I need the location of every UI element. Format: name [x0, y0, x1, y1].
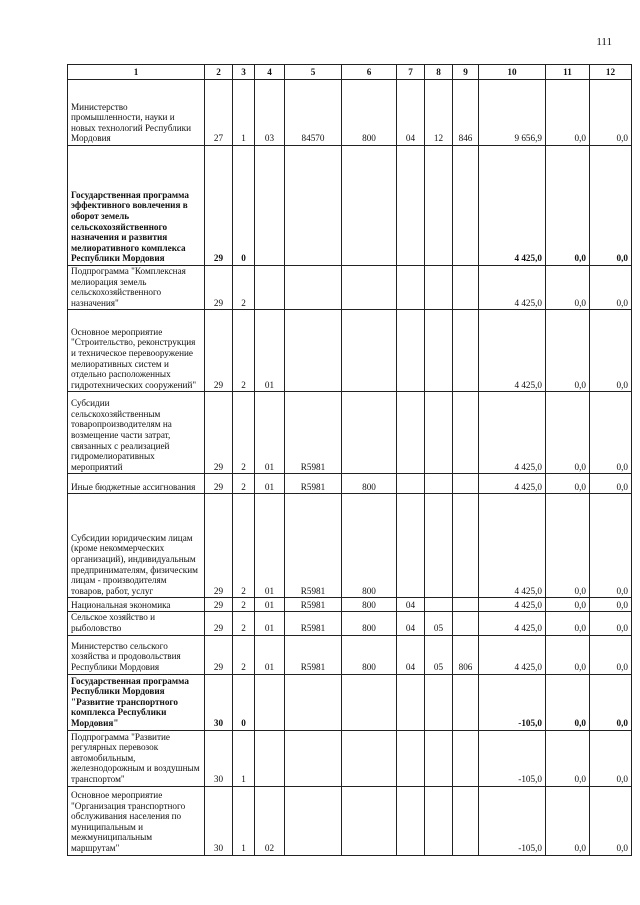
cell-col-10: 4 425,0 [479, 392, 546, 474]
cell-col-12: 0,0 [590, 474, 632, 494]
cell-col-3: 2 [233, 494, 255, 598]
cell-col-12: 0,0 [590, 310, 632, 392]
cell-col-5: R5981 [285, 635, 342, 674]
cell-col-6 [342, 310, 397, 392]
cell-col-10: 4 425,0 [479, 598, 546, 612]
cell-col-3: 2 [233, 310, 255, 392]
cell-col-5 [285, 266, 342, 310]
cell-col-11: 0,0 [546, 786, 590, 855]
cell-col-8 [425, 310, 453, 392]
cell-col-9 [453, 266, 479, 310]
cell-col-6 [342, 786, 397, 855]
cell-col-11: 0,0 [546, 494, 590, 598]
cell-col-6: 800 [342, 612, 397, 635]
cell-col-10: 4 425,0 [479, 494, 546, 598]
cell-col-12: 0,0 [590, 598, 632, 612]
cell-col-6 [342, 146, 397, 266]
cell-col-4: 01 [255, 494, 285, 598]
cell-col-5: R5981 [285, 392, 342, 474]
col-header: 3 [233, 65, 255, 80]
cell-col-3: 2 [233, 612, 255, 635]
cell-col-5 [285, 146, 342, 266]
row-name-cell: Основное мероприятие "Строительство, реконструкция и техническое перевооружение мелиоративных систем и отдельно расположенных гидротехнических сооружений" [68, 310, 205, 392]
cell-col-4: 01 [255, 392, 285, 474]
cell-col-9 [453, 598, 479, 612]
cell-col-2: 29 [205, 392, 233, 474]
col-header: 9 [453, 65, 479, 80]
cell-col-6: 800 [342, 598, 397, 612]
table-row [68, 730, 632, 786]
col-header: 8 [425, 65, 453, 80]
cell-col-11: 0,0 [546, 598, 590, 612]
cell-col-6: 800 [342, 494, 397, 598]
cell-col-10: 4 425,0 [479, 474, 546, 494]
cell-col-6: 800 [342, 80, 397, 146]
cell-col-7 [397, 146, 425, 266]
table-row [68, 266, 632, 310]
cell-col-7 [397, 730, 425, 786]
cell-col-7 [397, 494, 425, 598]
cell-col-8 [425, 494, 453, 598]
cell-col-10: -105,0 [479, 674, 546, 730]
cell-col-4: 03 [255, 80, 285, 146]
cell-col-12: 0,0 [590, 730, 632, 786]
col-header: 4 [255, 65, 285, 80]
row-name-cell: Национальная экономика [68, 598, 205, 612]
cell-col-3: 2 [233, 266, 255, 310]
cell-col-5: R5981 [285, 474, 342, 494]
col-header: 5 [285, 65, 342, 80]
cell-col-4: 02 [255, 786, 285, 855]
cell-col-7: 04 [397, 80, 425, 146]
budget-table [67, 64, 632, 856]
col-header: 11 [546, 65, 590, 80]
cell-col-4: 01 [255, 635, 285, 674]
cell-col-2: 29 [205, 612, 233, 635]
cell-col-10: 9 656,9 [479, 80, 546, 146]
cell-col-3: 0 [233, 674, 255, 730]
cell-col-2: 30 [205, 730, 233, 786]
cell-col-7 [397, 474, 425, 494]
cell-col-12: 0,0 [590, 392, 632, 474]
col-header: 2 [205, 65, 233, 80]
row-name-cell: Министерство промышленности, науки и новых технологий Республики Мордовия [68, 80, 205, 146]
cell-col-9 [453, 146, 479, 266]
cell-col-12: 0,0 [590, 612, 632, 635]
cell-col-8: 12 [425, 80, 453, 146]
table-row [68, 146, 632, 266]
table-row [68, 612, 632, 635]
row-name-cell: Министерство сельского хозяйства и продовольствия Республики Мордовия [68, 635, 205, 674]
cell-col-7 [397, 674, 425, 730]
cell-col-8 [425, 266, 453, 310]
cell-col-6 [342, 674, 397, 730]
cell-col-3: 1 [233, 786, 255, 855]
cell-col-2: 30 [205, 674, 233, 730]
cell-col-11: 0,0 [546, 674, 590, 730]
cell-col-4 [255, 146, 285, 266]
col-header: 6 [342, 65, 397, 80]
row-name-cell: Основное мероприятие "Организация транспортного обслуживания населения по муниципальным и межмуниципальным маршрутам" [68, 786, 205, 855]
cell-col-7: 04 [397, 612, 425, 635]
cell-col-6: 800 [342, 474, 397, 494]
cell-col-3: 1 [233, 80, 255, 146]
cell-col-11: 0,0 [546, 80, 590, 146]
col-header: 1 [68, 65, 205, 80]
cell-col-5: R5981 [285, 612, 342, 635]
cell-col-11: 0,0 [546, 474, 590, 494]
row-name-cell: Подпрограмма "Развитие регулярных перевозок автомобильным, железнодорожным и воздушным транспортом" [68, 730, 205, 786]
row-name-cell: Субсидии юридическим лицам (кроме некоммерческих организаций), индивидуальным предпринимателям, физическим лицам - производителям товаров, работ, услуг [68, 494, 205, 598]
cell-col-3: 0 [233, 146, 255, 266]
cell-col-11: 0,0 [546, 266, 590, 310]
cell-col-7 [397, 786, 425, 855]
cell-col-4 [255, 266, 285, 310]
col-header: 10 [479, 65, 546, 80]
row-name-cell: Государственная программа Республики Мордовия "Развитие транспортного комплекса Республики Мордовия" [68, 674, 205, 730]
cell-col-12: 0,0 [590, 786, 632, 855]
cell-col-6: 800 [342, 635, 397, 674]
cell-col-2: 29 [205, 474, 233, 494]
table-row [68, 674, 632, 730]
row-name-cell: Иные бюджетные ассигнования [68, 474, 205, 494]
cell-col-3: 2 [233, 474, 255, 494]
table-row [68, 635, 632, 674]
cell-col-2: 29 [205, 266, 233, 310]
cell-col-11: 0,0 [546, 730, 590, 786]
cell-col-12: 0,0 [590, 494, 632, 598]
cell-col-12: 0,0 [590, 635, 632, 674]
cell-col-2: 29 [205, 635, 233, 674]
col-header: 7 [397, 65, 425, 80]
cell-col-3: 2 [233, 392, 255, 474]
cell-col-7 [397, 392, 425, 474]
cell-col-6 [342, 730, 397, 786]
cell-col-5: 84570 [285, 80, 342, 146]
cell-col-9: 846 [453, 80, 479, 146]
row-name-cell: Сельское хозяйство и рыболовство [68, 612, 205, 635]
cell-col-4 [255, 730, 285, 786]
cell-col-8 [425, 598, 453, 612]
cell-col-12: 0,0 [590, 266, 632, 310]
page-number: 111 [596, 36, 612, 48]
cell-col-8 [425, 786, 453, 855]
cell-col-4 [255, 674, 285, 730]
cell-col-7: 04 [397, 598, 425, 612]
table-row [68, 494, 632, 598]
cell-col-9 [453, 730, 479, 786]
cell-col-10: 4 425,0 [479, 146, 546, 266]
cell-col-8 [425, 674, 453, 730]
cell-col-9 [453, 674, 479, 730]
row-name-cell: Субсидии сельскохозяйственным товаропроизводителям на возмещение части затрат, связанных с реализацией гидромелиоративных мероприятий [68, 392, 205, 474]
cell-col-5 [285, 786, 342, 855]
cell-col-3: 1 [233, 730, 255, 786]
table-row [68, 598, 632, 612]
cell-col-8 [425, 392, 453, 474]
cell-col-10: -105,0 [479, 730, 546, 786]
cell-col-10: 4 425,0 [479, 635, 546, 674]
cell-col-8: 05 [425, 635, 453, 674]
header-row [68, 65, 632, 80]
cell-col-9 [453, 474, 479, 494]
table-row [68, 786, 632, 855]
cell-col-12: 0,0 [590, 146, 632, 266]
cell-col-12: 0,0 [590, 674, 632, 730]
table-row [68, 310, 632, 392]
cell-col-9 [453, 392, 479, 474]
cell-col-9 [453, 310, 479, 392]
cell-col-8 [425, 146, 453, 266]
col-header: 12 [590, 65, 632, 80]
row-name-cell: Подпрограмма "Комплексная мелиорация земель сельскохозяйственного назначения" [68, 266, 205, 310]
cell-col-2: 29 [205, 598, 233, 612]
cell-col-7 [397, 310, 425, 392]
table-row [68, 474, 632, 494]
cell-col-2: 29 [205, 310, 233, 392]
cell-col-6 [342, 392, 397, 474]
cell-col-2: 29 [205, 494, 233, 598]
cell-col-11: 0,0 [546, 392, 590, 474]
cell-col-11: 0,0 [546, 635, 590, 674]
cell-col-4: 01 [255, 474, 285, 494]
cell-col-3: 2 [233, 598, 255, 612]
cell-col-9 [453, 494, 479, 598]
cell-col-4: 01 [255, 598, 285, 612]
cell-col-5 [285, 310, 342, 392]
cell-col-10: 4 425,0 [479, 266, 546, 310]
cell-col-7: 04 [397, 635, 425, 674]
cell-col-5: R5981 [285, 494, 342, 598]
cell-col-9: 806 [453, 635, 479, 674]
cell-col-2: 27 [205, 80, 233, 146]
cell-col-8: 05 [425, 612, 453, 635]
cell-col-7 [397, 266, 425, 310]
cell-col-11: 0,0 [546, 310, 590, 392]
cell-col-5 [285, 674, 342, 730]
cell-col-2: 29 [205, 146, 233, 266]
cell-col-8 [425, 474, 453, 494]
cell-col-11: 0,0 [546, 612, 590, 635]
cell-col-4: 01 [255, 310, 285, 392]
cell-col-10: 4 425,0 [479, 310, 546, 392]
cell-col-12: 0,0 [590, 80, 632, 146]
cell-col-10: 4 425,0 [479, 612, 546, 635]
cell-col-3: 2 [233, 635, 255, 674]
cell-col-5: R5981 [285, 598, 342, 612]
cell-col-4: 01 [255, 612, 285, 635]
cell-col-2: 30 [205, 786, 233, 855]
cell-col-6 [342, 266, 397, 310]
table-row [68, 392, 632, 474]
cell-col-10: -105,0 [479, 786, 546, 855]
table-row [68, 80, 632, 146]
cell-col-11: 0,0 [546, 146, 590, 266]
cell-col-8 [425, 730, 453, 786]
row-name-cell: Государственная программа эффективного вовлечения в оборот земель сельскохозяйственного назначения и развития мелиоративного комплекса Республики Мордовия [68, 146, 205, 266]
cell-col-5 [285, 730, 342, 786]
cell-col-9 [453, 612, 479, 635]
cell-col-9 [453, 786, 479, 855]
